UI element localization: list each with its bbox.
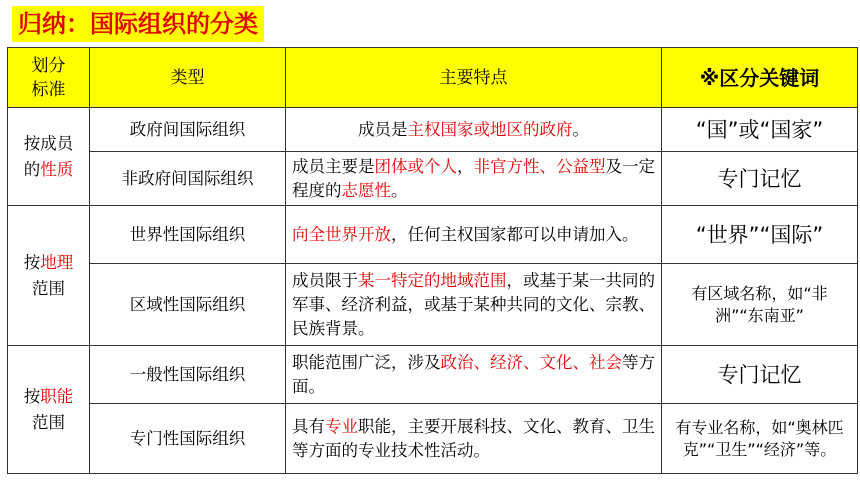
- type-cell: 区域性国际组织: [90, 264, 286, 346]
- table-row: [8, 152, 858, 206]
- keyword-cell: 有专业名称，如“奥林匹克”“卫生”“经济”等。: [662, 404, 858, 474]
- header-keywords: ※区分关键词: [662, 48, 858, 108]
- page-title: 归纳：国际组织的分类: [12, 6, 264, 42]
- table-row: [8, 108, 858, 152]
- feature-cell: 成员主要是团体或个人，非官方性、公益型及一定程度的志愿性。: [286, 152, 662, 206]
- feature-cell: 向全世界开放，任何主权国家都可以申请加入。: [286, 206, 662, 264]
- feature-cell: 成员限于某一特定的地域范围，或基于某一共同的军事、经济利益，或基于某种共同的文化、宗教、民族背景。: [286, 264, 662, 346]
- table-row: [8, 264, 858, 346]
- keyword-cell: 有区域名称，如“非洲”“东南亚”: [662, 264, 858, 346]
- keyword-cell: 专门记忆: [662, 152, 858, 206]
- criterion-cell: 按职能范围: [8, 346, 90, 474]
- type-cell: 世界性国际组织: [90, 206, 286, 264]
- table-row: [8, 346, 858, 404]
- type-cell: 非政府间国际组织: [90, 152, 286, 206]
- header-features: 主要特点: [286, 48, 662, 108]
- type-cell: 专门性国际组织: [90, 404, 286, 474]
- type-cell: 一般性国际组织: [90, 346, 286, 404]
- keyword-cell: “世界”“国际”: [662, 206, 858, 264]
- feature-cell: 具有专业职能，主要开展科技、文化、教育、卫生等方面的专业技术性活动。: [286, 404, 662, 474]
- criterion-cell: 按成员的性质: [8, 108, 90, 206]
- feature-cell: 成员是主权国家或地区的政府。: [286, 108, 662, 152]
- criterion-cell: 按地理范围: [8, 206, 90, 346]
- table-row: [8, 206, 858, 264]
- header-row: [8, 48, 858, 108]
- classification-table: [7, 47, 858, 474]
- feature-cell: 职能范围广泛，涉及政治、经济、文化、社会等方面。: [286, 346, 662, 404]
- header-criterion: 划分标准: [8, 48, 90, 108]
- header-type: 类型: [90, 48, 286, 108]
- keyword-cell: 专门记忆: [662, 346, 858, 404]
- type-cell: 政府间国际组织: [90, 108, 286, 152]
- table-row: [8, 404, 858, 474]
- keyword-cell: “国”或“国家”: [662, 108, 858, 152]
